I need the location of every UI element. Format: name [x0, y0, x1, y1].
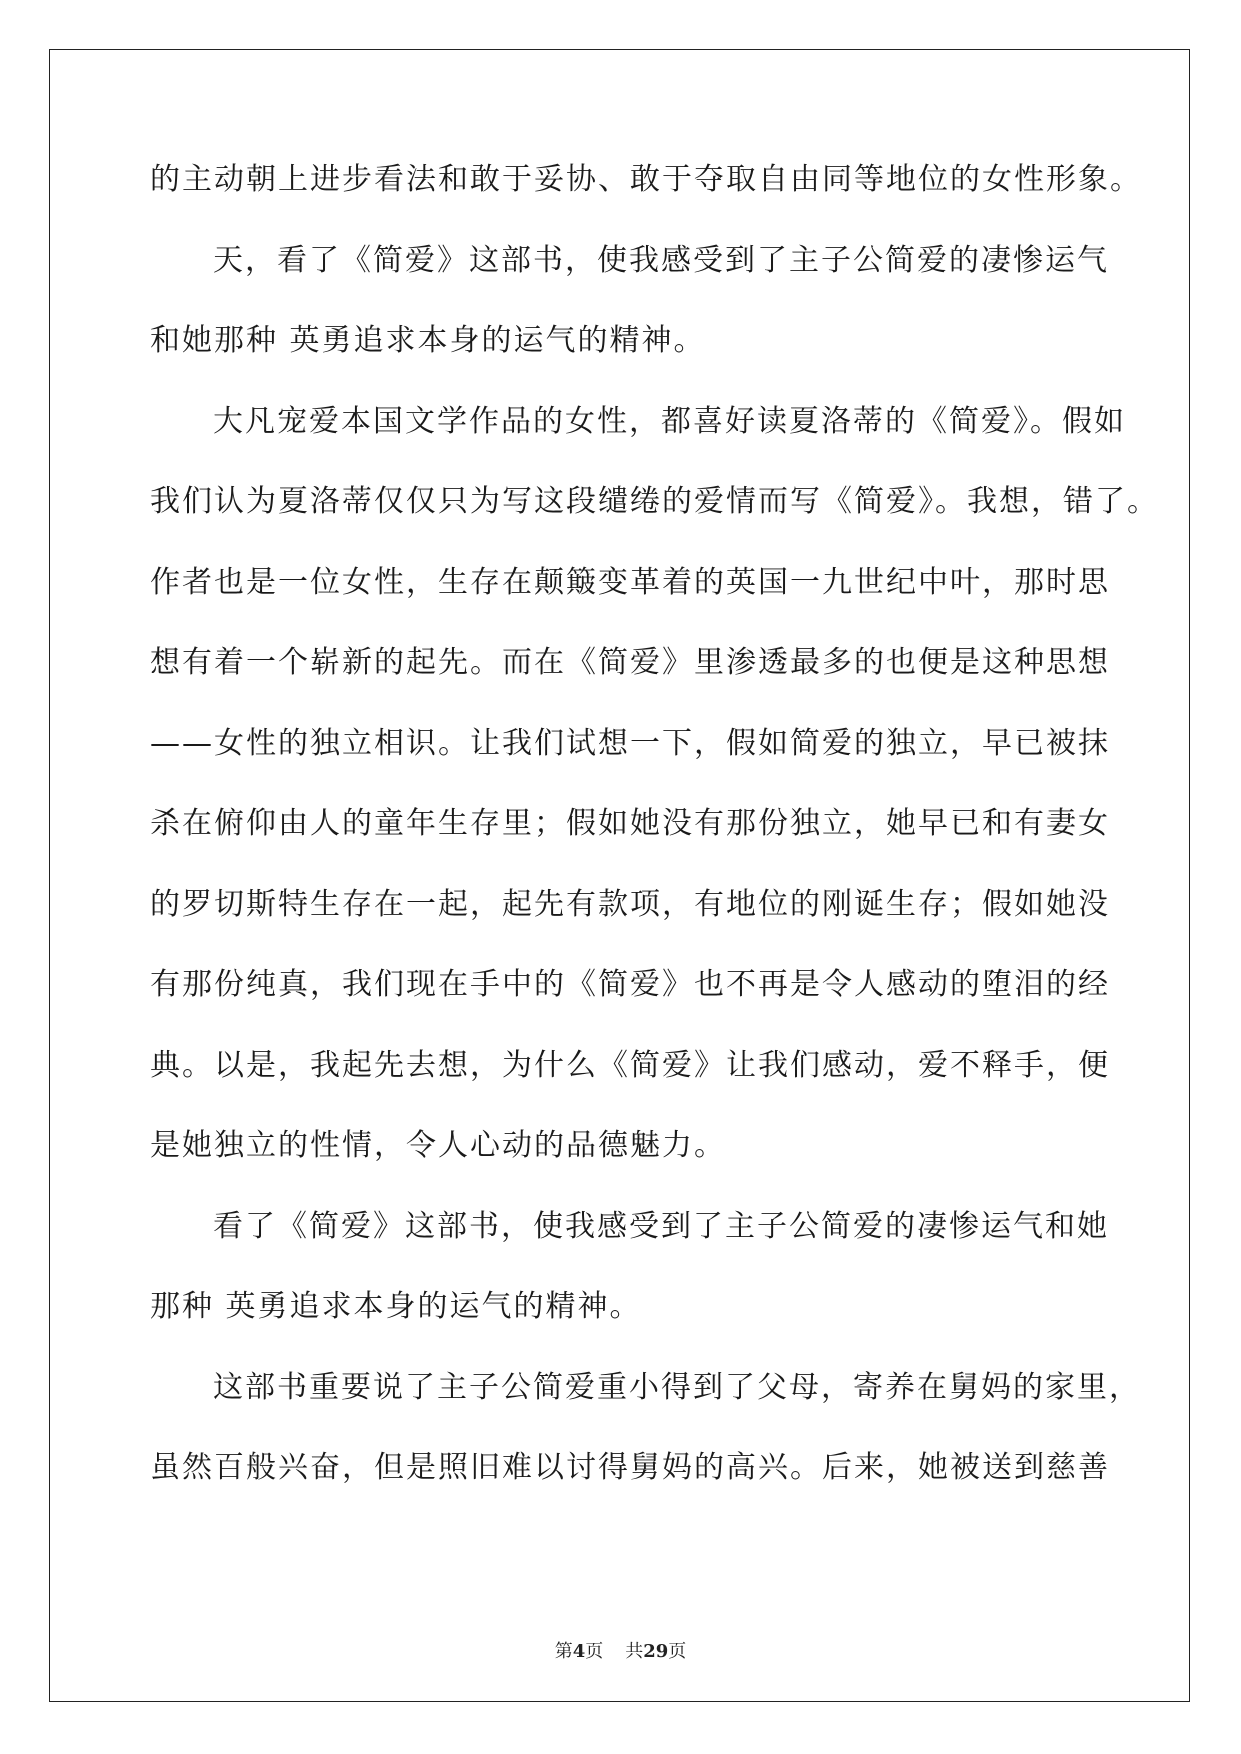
- text-line-1: 的主动朝上进步看法和敢于妥协、敢于夺取自由同等地位的女性形象。: [150, 162, 1142, 197]
- text-line-17: 虽然百般兴奋，但是照旧难以讨得舅妈的高兴。后来，她被送到慈善: [150, 1450, 1110, 1485]
- text-line-10: 的罗切斯特生存在一起，起先有款项，有地位的刚诞生存；假如她没: [150, 886, 1110, 922]
- text-line-7: 想有着一个崭新的起先。而在《简爱》里渗透最多的也便是这种思想: [150, 645, 1110, 680]
- text-line-3: 和她那种 英勇追求本身的运气的精神。: [150, 323, 706, 358]
- text-line-11: 有那份纯真，我们现在手中的《简爱》也不再是令人感动的堕泪的经: [150, 967, 1110, 1002]
- footer-page-suffix: 页: [585, 1641, 604, 1662]
- text-line-16: 这部书重要说了主子公简爱重小得到了父母，寄养在舅妈的家里，: [213, 1369, 1141, 1405]
- text-line-13: 是她独立的性情，令人心动的品德魅力。: [150, 1128, 726, 1163]
- page-footer: [0, 1637, 1241, 1663]
- document-body: [150, 158, 1159, 1527]
- footer-prefix: 第: [554, 1641, 573, 1662]
- text-line-2: 天，看了《简爱》这部书，使我感受到了主子公简爱的凄惨运气: [213, 242, 1109, 278]
- text-line-15: 那种 英勇追求本身的运气的精神。: [150, 1289, 642, 1324]
- text-line-4: 大凡宠爱本国文学作品的女性，都喜好读夏洛蒂的《简爱》。假如: [213, 403, 1126, 439]
- footer-total-pages: 29: [643, 1641, 669, 1662]
- text-line-9: 杀在俯仰由人的童年生存里；假如她没有那份独立，她早已和有妻女: [150, 806, 1110, 841]
- text-line-8: ——女性的独立相识。让我们试想一下，假如简爱的独立，早已被抹: [150, 725, 1110, 761]
- text-line-12: 典。以是，我起先去想，为什么《简爱》让我们感动，爱不释手，便: [150, 1047, 1110, 1083]
- text-line-14: 看了《简爱》这部书，使我感受到了主子公简爱的凄惨运气和她: [213, 1208, 1109, 1244]
- footer-total-suffix: 页: [668, 1641, 687, 1662]
- footer-page-number: 4: [572, 1641, 586, 1662]
- footer-total-prefix: 共: [625, 1641, 644, 1662]
- text-line-5: 我们认为夏洛蒂仅仅只为写这段缱绻的爱情而写《简爱》。我想，错了。: [150, 484, 1159, 519]
- text-line-6: 作者也是一位女性，生存在颠簸变革着的英国一九世纪中叶，那时思: [150, 564, 1110, 600]
